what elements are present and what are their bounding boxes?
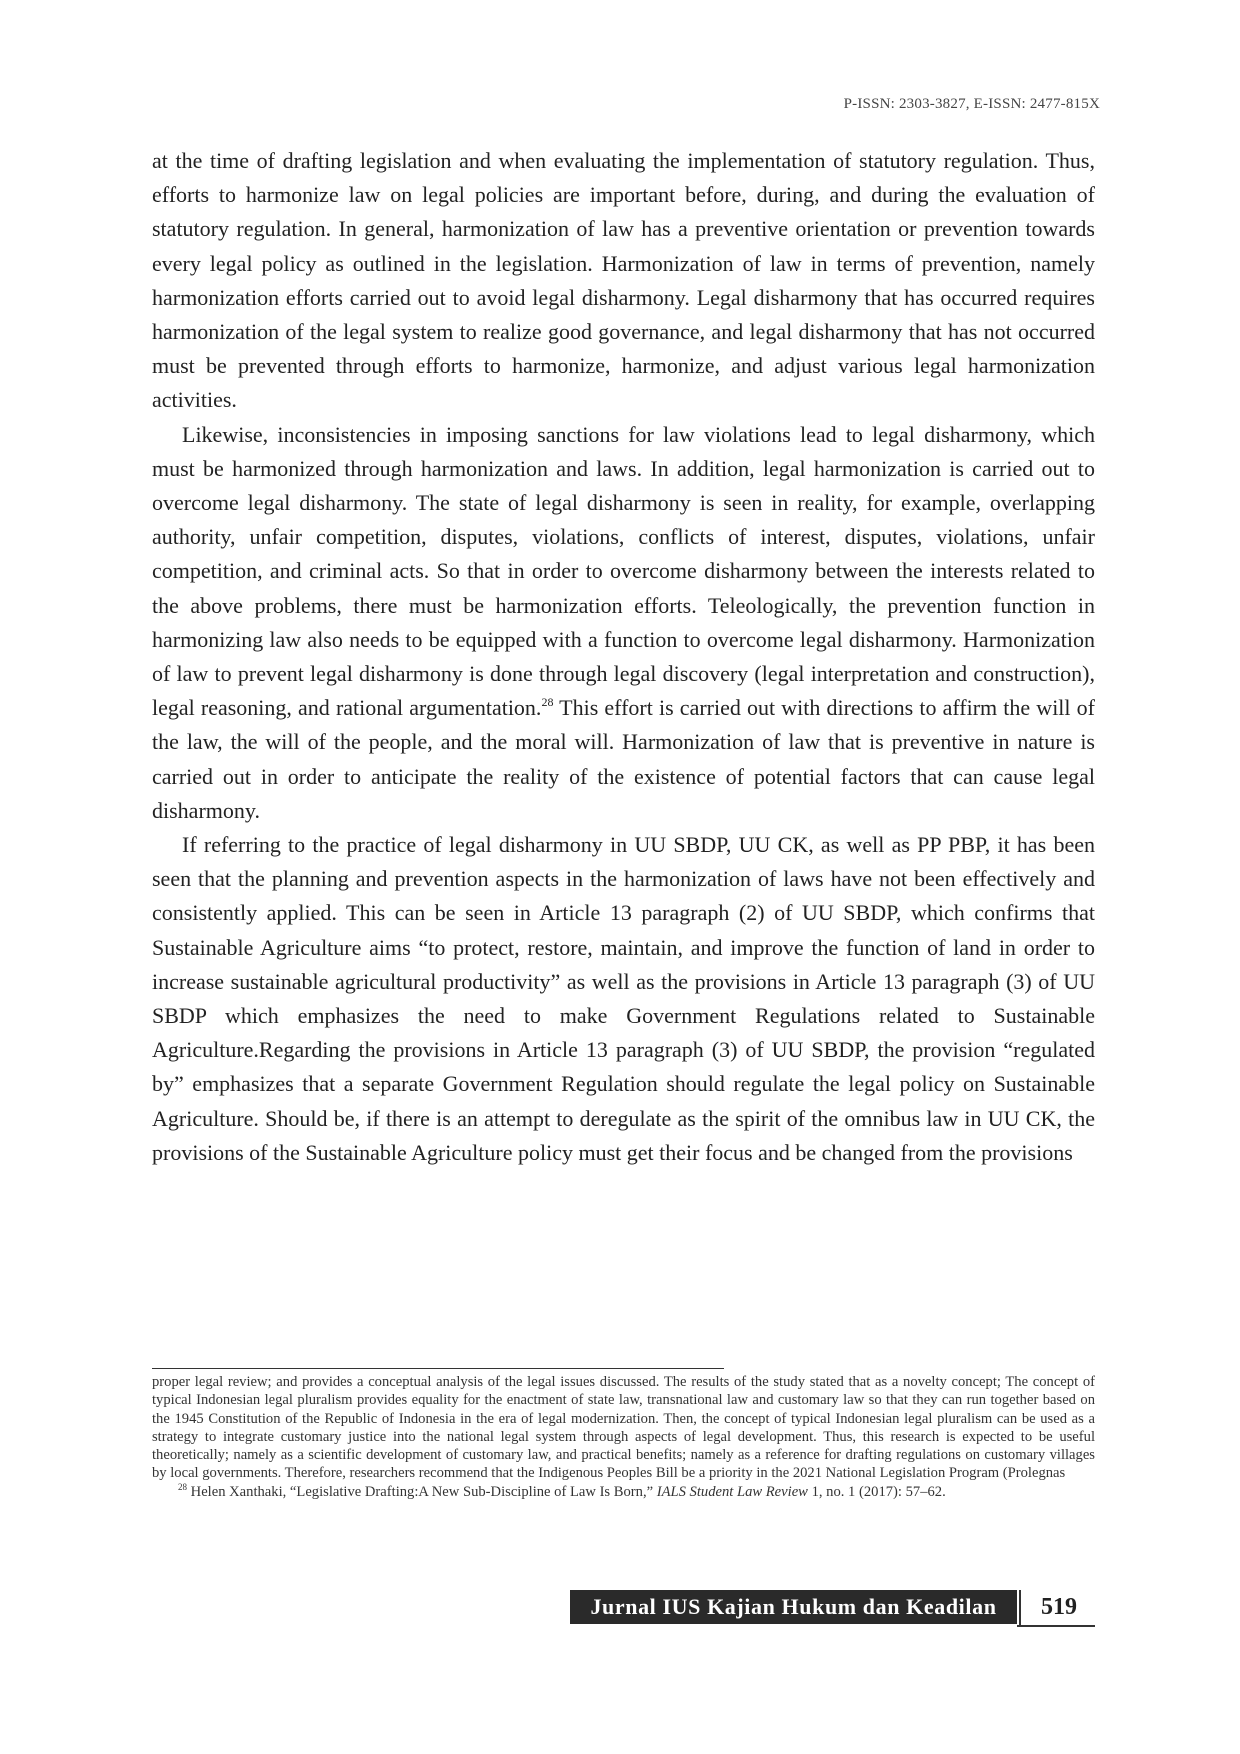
footer-divider-vertical (1019, 1590, 1021, 1625)
footer-underline (1017, 1625, 1095, 1627)
page-number: 519 (1041, 1594, 1077, 1620)
page-footer (570, 1590, 1095, 1630)
paragraph-2-part-b: This effort is carried out with directions to affirm the will of the law, the will of the people, and the moral will. Harmonization of law that is preventive in nature is carried out in order to anticipate the reality of the existence of potential factors that can cause legal disharmony. (152, 695, 1095, 823)
issn-header: P-ISSN: 2303-3827, E-ISSN: 2477-815X (843, 96, 1100, 112)
footnote-28-number: 28 (178, 1481, 187, 1492)
footnote-28-text: Helen Xanthaki, “Legislative Drafting:A New Sub-Discipline of Law Is Born,” (187, 1483, 657, 1500)
paragraph-2 (152, 418, 1095, 828)
footnote-28-journal: IALS Student Law Review (656, 1483, 808, 1500)
paragraph-3: If referring to the practice of legal disharmony in UU SBDP, UU CK, as well as PP PBP, it has been seen that the planning and prevention aspects in the harmonization of laws have not been effectively and consistently applied. This can be seen in Article 13 paragraph (2) of UU SBDP, which confirms that Sustainable Agriculture aims “to protect, restore, maintain, and improve the function of land in order to increase sustainable agricultural productivity” as well as the provisions in Article 13 paragraph (3) of UU SBDP which emphasizes the need to make Government Regulations related to Sustainable Agriculture.Regarding the provisions in Article 13 paragraph (3) of UU SBDP, the provision “regulated by” emphasizes that a separate Government Regulation should regulate the legal policy on Sustainable Agriculture. Should be, if there is an attempt to deregulate as the spirit of the omnibus law in UU CK, the provisions of the Sustainable Agriculture policy must get their focus and be changed from the provisions (152, 832, 1095, 1165)
footnote-divider (152, 1368, 724, 1369)
footnote-continued: proper legal review; and provides a conceptual analysis of the legal issues discussed. The results of the study stated that as a novelty concept; The concept of typical Indonesian legal pluralism provides equality for the enactment of state law, transnational law and customary law so that they can run together based on the 1945 Constitution of the Republic of Indonesia in the era of legal modernization. Then, the concept of typical Indonesian legal pluralism can be used as a strategy to integrate customary justice into the national legal system through aspects of legal development. Thus, this research is expected to be useful theoretically; namely as a scientific development of customary law, and practical benefits; namely as a reference for drafting regulations on customary villages by local governments. Therefore, researchers recommend that the Indigenous Peoples Bill be a priority in the 2021 National Legislation Program (Prolegnas (152, 1374, 1095, 1482)
paragraph-2-part-a: Likewise, inconsistencies in imposing sanctions for law violations lead to legal disharmony, which must be harmonized through harmonization and laws. In addition, legal harmonization is carried out to overcome legal disharmony. The state of legal disharmony is seen in reality, for example, overlapping authority, unfair competition, disputes, violations, conflicts of interest, disputes, violations, unfair competition, and criminal acts. So that in order to overcome disharmony between the interests related to the above problems, there must be harmonization efforts. Teleologically, the prevention function in harmonizing law also needs to be equipped with a function to overcome legal disharmony. Harmonization of law to prevent legal disharmony is done through legal discovery (legal interpretation and construction), legal reasoning, and rational argumentation. (152, 421, 1095, 721)
footnotes (152, 1373, 1095, 1501)
footnote-ref-28[interactable]: 28 (541, 695, 554, 710)
footnote-28-rest: 1, no. 1 (2017): 57–62. (807, 1483, 946, 1500)
footnote-28 (152, 1483, 1095, 1501)
main-text (152, 144, 1095, 1170)
journal-name: Jurnal IUS Kajian Hukum dan Keadilan (570, 1590, 1017, 1624)
paragraph-1: at the time of drafting legislation and when evaluating the implementation of statutory regulation. Thus, efforts to harmonize law on legal policies are important before, during, and during the evaluation of statutory regulation. In general, harmonization of law has a preventive orientation or prevention towards every legal policy as outlined in the legislation. Harmonization of law in terms of prevention, namely harmonization efforts carried out to avoid legal disharmony. Legal disharmony that has occurred requires harmonization of the legal system to realize good governance, and legal disharmony that has not occurred must be prevented through efforts to harmonize, harmonize, and adjust various legal harmonization activities. (152, 148, 1095, 413)
